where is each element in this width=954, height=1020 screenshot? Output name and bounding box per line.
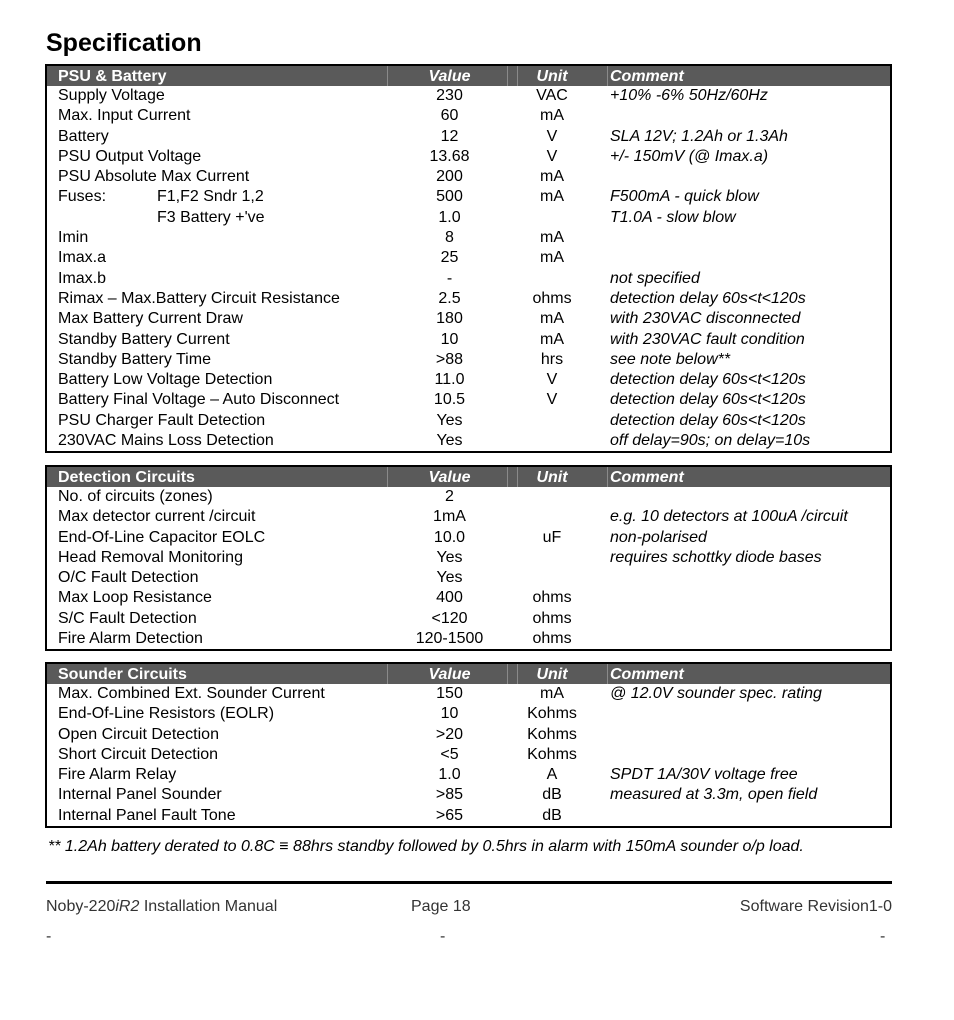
footer-manual: Installation Manual <box>139 898 278 915</box>
row-label: No. of circuits (zones) <box>58 488 213 505</box>
detection-circuits-table <box>45 465 892 651</box>
row-unit: dB <box>542 806 562 824</box>
row-comment: detection delay 60s<t<120s <box>610 391 806 409</box>
table-row <box>47 568 890 588</box>
row-unit: dB <box>542 786 562 804</box>
header-divider <box>517 467 518 487</box>
row-unit: ohms <box>532 589 572 607</box>
row-label: Max Loop Resistance <box>58 589 212 607</box>
row-label: Rimax – Max.Battery Circuit Resistance <box>58 289 340 307</box>
row-unit: A <box>546 766 558 784</box>
table-row <box>47 725 890 745</box>
row-value: 2 <box>445 488 454 505</box>
row-unit: hrs <box>540 350 564 368</box>
row-value: 180 <box>436 310 463 328</box>
table-header <box>47 664 890 684</box>
row-value: 500 <box>436 188 463 206</box>
row-unit: V <box>546 127 558 145</box>
row-comment: +10% -6% 50Hz/60Hz <box>610 87 768 104</box>
header-divider <box>387 467 388 487</box>
row-value: <120 <box>431 609 468 627</box>
row-value: 10.5 <box>433 391 466 409</box>
unit-column-header: Unit <box>536 68 568 85</box>
table-row <box>47 487 890 507</box>
row-unit: ohms <box>532 289 572 307</box>
footer-manual-title <box>46 898 277 916</box>
row-comment: with 230VAC disconnected <box>610 310 801 328</box>
row-comment: with 230VAC fault condition <box>610 330 805 348</box>
footer-dash-center: - <box>440 928 446 945</box>
row-label: PSU Absolute Max Current <box>58 168 250 186</box>
row-value: 12 <box>440 127 459 145</box>
row-label: Head Removal Monitoring <box>58 548 243 566</box>
header-divider <box>607 66 608 86</box>
row-comment: detection delay 60s<t<120s <box>610 411 806 429</box>
table-row <box>47 704 890 724</box>
row-unit: mA <box>540 229 564 247</box>
footer-revision: Software Revision1-0 <box>739 898 892 915</box>
table-row <box>47 248 890 268</box>
row-label: Fire Alarm Detection <box>58 630 203 648</box>
row-comment: @ 12.0V sounder spec. rating <box>610 685 822 702</box>
footnote: ** 1.2Ah battery derated to 0.8C ≡ 88hrs standby followed by 0.5hrs in alarm with 150mA sounder o/p load. <box>48 838 804 855</box>
table-row <box>47 106 890 126</box>
row-sublabel: F1,F2 Sndr 1,2 <box>157 188 264 206</box>
row-label: Max detector current /circuit <box>58 508 256 526</box>
row-value: 1.0 <box>438 208 461 226</box>
footer-dash-left: - <box>46 928 52 945</box>
row-label: Imax.b <box>58 269 107 287</box>
row-sublabel: F3 Battery +'ve <box>157 208 265 226</box>
value-column-header: Value <box>428 68 471 85</box>
table-row <box>47 289 890 309</box>
table-row <box>47 86 890 106</box>
table-row <box>47 330 890 350</box>
row-value: >88 <box>435 350 464 368</box>
row-value: Yes <box>436 411 463 429</box>
row-comment: T1.0A - slow blow <box>610 208 736 226</box>
table-header <box>47 467 890 487</box>
row-unit: VAC <box>536 87 568 104</box>
row-value: 1.0 <box>438 766 461 784</box>
table-row <box>47 127 890 147</box>
table-row <box>47 228 890 248</box>
row-unit: Kohms <box>527 745 577 763</box>
row-unit: ohms <box>532 609 572 627</box>
row-comment: SLA 12V; 1.2Ah or 1.3Ah <box>610 127 788 145</box>
row-label: Max. Input Current <box>58 107 191 125</box>
header-divider <box>507 66 508 86</box>
row-unit: ohms <box>532 630 572 648</box>
row-value: - <box>446 269 453 287</box>
table-row <box>47 208 890 228</box>
table-row <box>47 309 890 329</box>
row-value: 11.0 <box>434 371 465 389</box>
table-row <box>47 411 890 431</box>
footer-product-suffix: iR2 <box>115 898 140 915</box>
row-label: Internal Panel Sounder <box>58 786 222 804</box>
footer-product: Noby-220 <box>46 898 116 915</box>
row-unit: uF <box>542 528 562 546</box>
footer-page-number: Page 18 <box>411 898 471 915</box>
row-value: Yes <box>436 548 463 566</box>
row-label: End-Of-Line Resistors (EOLR) <box>58 705 275 723</box>
page-title: Specification <box>46 29 202 57</box>
value-column-header: Value <box>428 469 471 486</box>
row-label: Internal Panel Fault Tone <box>58 806 236 824</box>
row-comment: see note below** <box>610 350 731 368</box>
row-unit: mA <box>540 107 564 125</box>
row-value: Yes <box>436 432 463 450</box>
row-value: 10.0 <box>433 528 466 546</box>
row-value: 60 <box>440 107 459 125</box>
row-unit: mA <box>540 310 564 328</box>
table-header <box>47 66 890 86</box>
row-unit: V <box>546 371 558 389</box>
row-value: >85 <box>435 786 464 804</box>
row-unit: Kohms <box>527 705 577 723</box>
row-label: O/C Fault Detection <box>58 569 199 587</box>
row-unit: Kohms <box>527 725 577 743</box>
header-divider <box>507 664 508 684</box>
row-unit: V <box>546 391 558 409</box>
table-row <box>47 187 890 207</box>
psu-battery-table <box>45 64 892 453</box>
footer-dash-right: - <box>880 928 886 945</box>
comment-column-header: Comment <box>610 469 684 486</box>
table-row <box>47 629 890 649</box>
row-comment: SPDT 1A/30V voltage free <box>610 766 798 784</box>
comment-column-header: Comment <box>610 68 684 85</box>
section-title: Detection Circuits <box>58 469 195 486</box>
header-divider <box>387 66 388 86</box>
row-comment: e.g. 10 detectors at 100uA /circuit <box>610 508 848 526</box>
table-row <box>47 785 890 805</box>
row-unit: V <box>546 147 558 165</box>
section-title: PSU & Battery <box>58 68 167 85</box>
row-label: Supply Voltage <box>58 87 165 104</box>
row-value: 400 <box>436 589 463 607</box>
row-value: 120-1500 <box>415 630 484 648</box>
sounder-circuits-table <box>45 662 892 828</box>
table-row <box>47 684 890 704</box>
header-divider <box>517 66 518 86</box>
row-value: 1mA <box>433 508 466 526</box>
row-unit: mA <box>540 188 564 206</box>
row-value: 8 <box>445 229 454 247</box>
row-value: 25 <box>440 249 459 267</box>
row-value: <5 <box>440 745 459 763</box>
unit-column-header: Unit <box>536 469 568 486</box>
row-value: 200 <box>436 168 463 186</box>
row-unit: mA <box>540 685 564 702</box>
table-row <box>47 806 890 826</box>
row-label: Battery Low Voltage Detection <box>58 371 273 389</box>
row-label: Standby Battery Time <box>58 350 211 368</box>
row-unit: mA <box>540 168 564 186</box>
table-row <box>47 167 890 187</box>
row-comment: detection delay 60s<t<120s <box>610 289 806 307</box>
unit-column-header: Unit <box>536 666 568 683</box>
row-value: 13.68 <box>429 147 470 165</box>
table-row <box>47 745 890 765</box>
row-value: 10 <box>440 330 459 348</box>
row-label: 230VAC Mains Loss Detection <box>58 432 274 450</box>
row-comment: measured at 3.3m, open field <box>610 786 818 804</box>
row-comment: +/- 150mV (@ Imax.a) <box>610 147 769 165</box>
row-label: PSU Charger Fault Detection <box>58 411 266 429</box>
table-row <box>47 370 890 390</box>
row-value: Yes <box>436 569 463 587</box>
table-row <box>47 548 890 568</box>
table-row <box>47 609 890 629</box>
table-row <box>47 147 890 167</box>
row-label: End-Of-Line Capacitor EOLC <box>58 528 266 546</box>
row-label: Short Circuit Detection <box>58 745 219 763</box>
row-label: PSU Output Voltage <box>58 147 202 165</box>
row-label: Max. Combined Ext. Sounder Current <box>58 685 325 702</box>
table-row <box>47 269 890 289</box>
row-label: Imax.a <box>58 249 107 267</box>
row-label: Standby Battery Current <box>58 330 230 348</box>
header-divider <box>607 664 608 684</box>
row-label: Imin <box>58 229 89 247</box>
row-comment: detection delay 60s<t<120s <box>610 371 806 389</box>
row-value: 150 <box>436 685 463 702</box>
row-comment: F500mA - quick blow <box>610 188 759 206</box>
value-column-header: Value <box>428 666 471 683</box>
row-label: Battery <box>58 127 109 145</box>
row-label: S/C Fault Detection <box>58 609 197 627</box>
row-label: Max Battery Current Draw <box>58 310 243 328</box>
header-divider <box>517 664 518 684</box>
comment-column-header: Comment <box>610 666 684 683</box>
header-divider <box>507 467 508 487</box>
table-row <box>47 588 890 608</box>
table-row <box>47 431 890 451</box>
row-value: 10 <box>440 705 459 723</box>
row-label: Open Circuit Detection <box>58 725 219 743</box>
row-comment: non-polarised <box>610 528 707 546</box>
row-unit: mA <box>540 249 564 267</box>
footer-rule <box>46 881 892 884</box>
row-label: Battery Final Voltage – Auto Disconnect <box>58 391 340 409</box>
table-row <box>47 765 890 785</box>
row-value: >20 <box>435 725 464 743</box>
table-row <box>47 350 890 370</box>
row-label: Fire Alarm Relay <box>58 766 177 784</box>
row-value: 230 <box>436 87 463 104</box>
section-title: Sounder Circuits <box>58 666 187 683</box>
row-comment: requires schottky diode bases <box>610 548 822 566</box>
table-row <box>47 390 890 410</box>
table-row <box>47 528 890 548</box>
header-divider <box>607 467 608 487</box>
row-comment: off delay=90s; on delay=10s <box>610 432 811 450</box>
header-divider <box>387 664 388 684</box>
row-label: Fuses: <box>58 188 107 206</box>
row-comment: not specified <box>610 269 700 287</box>
row-value: >65 <box>435 806 464 824</box>
table-row <box>47 507 890 527</box>
row-unit: mA <box>540 330 564 348</box>
row-value: 2.5 <box>438 289 461 307</box>
